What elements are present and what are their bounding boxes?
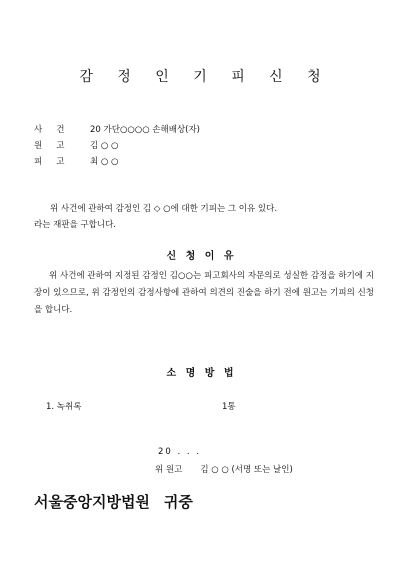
document-title: 감 정 인 기 피 신 청 bbox=[79, 69, 331, 85]
plaintiff-row bbox=[34, 139, 118, 153]
signer-name: 김 ○ ○ (서명 또는 날인) bbox=[200, 465, 293, 475]
request-line-1: 위 사건에 관하여 감정인 김 ◇ ○에 대한 기피는 그 이유 있다. bbox=[50, 204, 278, 214]
case-row bbox=[34, 123, 200, 137]
court-address bbox=[34, 491, 193, 512]
date-line: 20 . . . bbox=[158, 447, 202, 457]
defendant-row bbox=[34, 155, 118, 169]
court-suffix: 귀중 bbox=[163, 493, 193, 511]
evidence-item-name: 1. 녹취록 bbox=[46, 402, 82, 412]
evidence-item-count: 1통 bbox=[222, 402, 236, 412]
proof-heading: 소 명 방 법 bbox=[166, 368, 237, 379]
defendant-value: 최 ○ ○ bbox=[90, 157, 119, 167]
plaintiff-value: 김 ○ ○ bbox=[90, 141, 119, 151]
signature-line bbox=[155, 463, 293, 475]
signer-role: 위 원고 bbox=[155, 465, 183, 475]
court-name: 서울중앙지방법원 bbox=[34, 493, 150, 511]
request-line-2: 라는 재판을 구합니다. bbox=[34, 220, 117, 230]
reason-paragraph: 위 사건에 관하여 지정된 감정인 김○○는 피고회사의 자문의로 성실한 감정을 하기에 지장이 있으므로, 위 감정인의 감정사항에 관하여 의견의 진술을 하기 전에 원고는 기피의 신청을 합니다. bbox=[34, 271, 374, 315]
defendant-label: 피고 bbox=[34, 157, 79, 167]
plaintiff-label: 원고 bbox=[34, 141, 79, 151]
reason-heading: 신 청 이 유 bbox=[166, 251, 237, 262]
case-label: 사건 bbox=[34, 125, 79, 135]
case-value: 20 가단○○○○ 손해배상(자) bbox=[90, 125, 200, 135]
